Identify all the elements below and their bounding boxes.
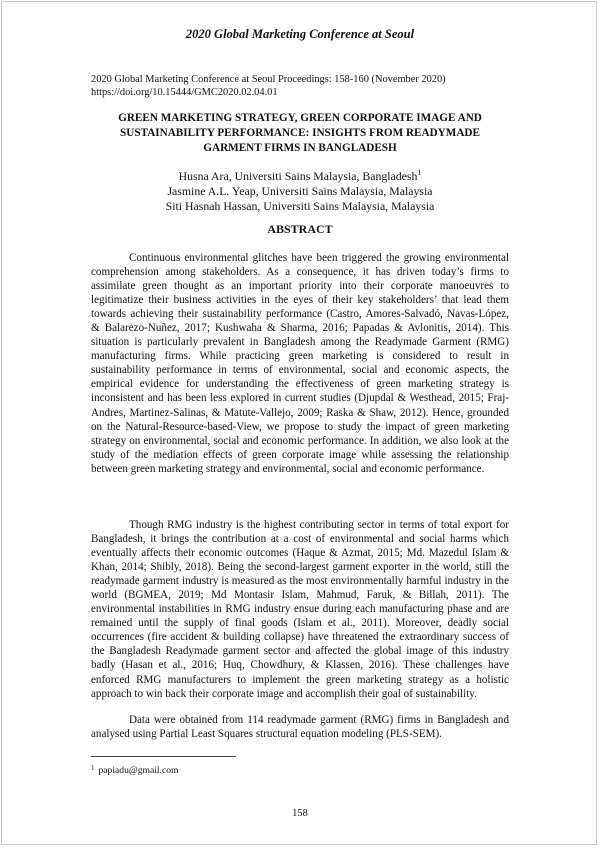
author-line (0, 184, 600, 199)
author-line (0, 169, 600, 184)
page-number: 158 (292, 808, 308, 819)
paragraph-text: Continuous environmental glitches have been triggered the growing environmental comprehension among stakeholders. As a consequence, it has driven today’s firms to assimilate green thought as an important priority into their corporate manoeuvres to legitimatize their business activities in the eyes of their key stakeholders’ that lead them towards achieving their sustainability performance (Castro, Amores-Salvadó, Navas-López, & Balarezo-Nuñez, 2017; Kushwaha & Sharma, 2016; Papadas & Avlonitis, 2014). This situation is particularly prevalent in Bangladesh among the Readymade Garment (RMG) manufacturing firms. While practicing green marketing is considered to result in sustainability performance in terms of environmental, social and economic aspects, the empirical evidence for understanding the effectiveness of green marketing strategy is inconsistent and has been less explored in current studies (Djupdal & Westhead, 2015; Fraj-Andres, Martinez-Salinas, & Matute-Vallejo, 2009; Raska & Shaw, 2012). Hence, grounded on the Natural-Resource-based-View, we propose to study the impact of green marketing strategy on environmental, social and economic performance. In addition, we also look at the study of the mediation effects of green corporate image while assessing the relationship between green marketing strategy and environmental, social and economic performance. (91, 252, 509, 475)
abstract-paragraph (91, 713, 509, 741)
footnote (91, 764, 178, 776)
footnote-divider (91, 756, 236, 757)
title-line: SUSTAINABILITY PERFORMANCE: INSIGHTS FROM READYMADE (120, 127, 480, 139)
paragraph-text: Data were obtained from 114 readymade garment (RMG) firms in Bangladesh and analysed using Partial Least Squares structural equation modeling (PLS-SEM). (91, 714, 509, 741)
author-name-affiliation: Jasmine A.L. Yeap, Universiti Sains Malaysia, Malaysia (167, 184, 433, 198)
proceedings-line: 2020 Global Marketing Conference at Seoul Proceedings: 158-160 (November 2020) (91, 74, 446, 85)
title-line: GREEN MARKETING STRATEGY, GREEN CORPORATE IMAGE AND (118, 112, 482, 124)
author-footnote-mark[interactable]: 1 (417, 168, 422, 177)
title-line: GARMENT FIRMS IN BANGLADESH (203, 142, 397, 154)
paper-title (91, 111, 509, 156)
running-header: 2020 Global Marketing Conference at Seoul (185, 27, 415, 41)
author-line (0, 199, 600, 214)
footnote-email[interactable]: papiadu@gmail.com (98, 765, 179, 776)
paragraph-text: Though RMG industry is the highest contributing sector in terms of total export for Bangladesh, it brings the contribution at a cost of environmental and social harms which eventually affects their economic outcomes (Haque & Azmat, 2015; Md. Mazedul Islam & Khan, 2014; Shibly, 2018). Being the second-largest garment exporter in the world, still the readymade garment industry is measured as the most environmentally harmful industry in the world (BGMEA, 2019; Md Montasir Islam, Mahmud, Faruk, & Billah, 2011). The environmental instabilities in RMG industry ensue during each manufacturing phase and are remained until the supply of final goods (Islam et al., 2011). Moreover, deadly social occurrences (fire accident & building collapse) have threatened the extraordinary success of the Bangladesh Readymade garment sector and affected the global image of this industry badly (Hasan et al., 2016; Huq, Chowdhury, & Klassen, 2016). These challenges have enforced RMG manufacturers to implement the green marketing strategy as a holistic approach to win back their corporate image and accomplish their goal of sustainability. (91, 519, 509, 700)
author-name-affiliation: Siti Hasnah Hassan, Universiti Sains Malaysia, Malaysia (165, 199, 435, 213)
doi-link[interactable]: https://doi.org/10.15444/GMC2020.02.04.01 (91, 87, 278, 98)
publication-info (91, 73, 446, 99)
abstract-paragraph (91, 518, 509, 701)
abstract-heading: ABSTRACT (267, 222, 333, 236)
author-name-affiliation: Husna Ara, Universiti Sains Malaysia, Bangladesh (178, 169, 418, 183)
abstract-paragraph (91, 251, 509, 476)
footnote-mark: 1 (91, 764, 95, 772)
